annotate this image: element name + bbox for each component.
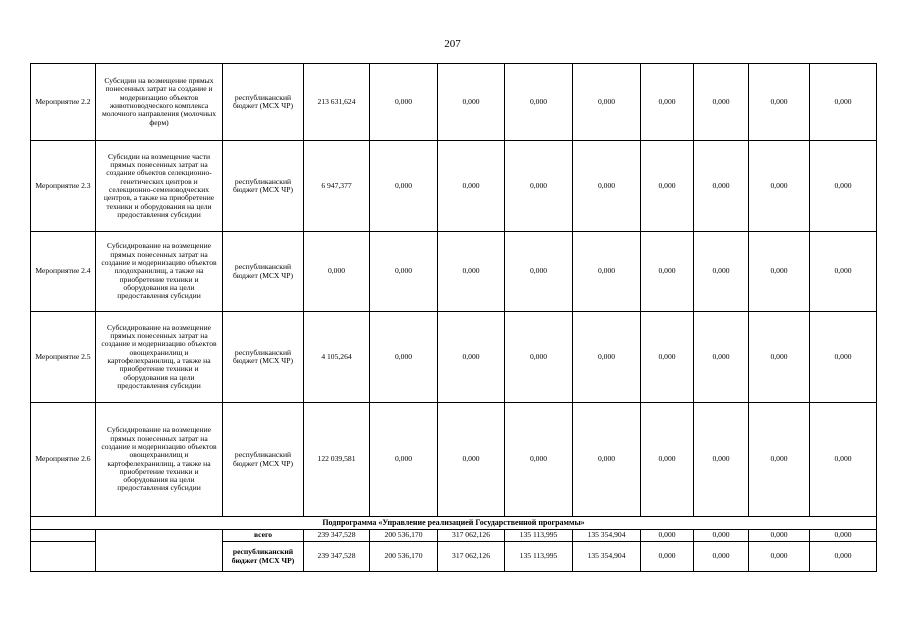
amount-cell: 6 947,377 <box>304 141 370 232</box>
amount-cell: 0,000 <box>694 312 749 403</box>
page-number: 207 <box>444 38 461 50</box>
amount-cell: 0,000 <box>810 141 877 232</box>
amount-cell: 0,000 <box>641 141 694 232</box>
amount-cell: 0,000 <box>370 232 438 312</box>
amount-cell: 0,000 <box>505 403 573 517</box>
amount-cell: 0,000 <box>505 232 573 312</box>
amount-cell: 0,000 <box>370 403 438 517</box>
amount-cell: 0,000 <box>505 141 573 232</box>
amount-cell: 0,000 <box>749 141 810 232</box>
funding-source: республиканский бюджет (МСХ ЧР) <box>223 141 304 232</box>
amount-cell: 0,000 <box>304 232 370 312</box>
amount-cell: 0,000 <box>370 64 438 141</box>
funding-source: республиканский бюджет (МСХ ЧР) <box>223 232 304 312</box>
total-label: всего <box>223 530 304 542</box>
totals-row <box>31 530 877 542</box>
amount-cell: 0,000 <box>370 312 438 403</box>
amount-cell: 200 536,170 <box>370 542 438 572</box>
amount-cell: 0,000 <box>505 64 573 141</box>
amount-cell: 0,000 <box>694 403 749 517</box>
amount-cell: 0,000 <box>641 232 694 312</box>
amount-cell: 0,000 <box>505 312 573 403</box>
amount-cell: 0,000 <box>694 530 749 542</box>
amount-cell: 0,000 <box>810 542 877 572</box>
amount-cell: 0,000 <box>749 542 810 572</box>
amount-cell: 0,000 <box>694 141 749 232</box>
funding-source: республиканский бюджет (МСХ ЧР) <box>223 312 304 403</box>
amount-cell: 0,000 <box>810 64 877 141</box>
funding-source: республиканский бюджет (МСХ ЧР) <box>223 64 304 141</box>
amount-cell: 0,000 <box>749 64 810 141</box>
amount-cell: 0,000 <box>749 232 810 312</box>
empty-cell <box>31 542 96 572</box>
table-row <box>31 232 877 312</box>
amount-cell: 0,000 <box>810 403 877 517</box>
table-row <box>31 141 877 232</box>
amount-cell: 317 062,126 <box>438 542 505 572</box>
amount-cell: 0,000 <box>438 403 505 517</box>
activity-name: Субсидии на возмещение части прямых понесенных затрат на создание объектов селекционно-генетических центров и селекционно-семеноводческих центров, а также на приобретение техники и оборудования на цели предоставления субсидии <box>96 141 223 232</box>
amount-cell: 0,000 <box>810 530 877 542</box>
amount-cell: 0,000 <box>370 141 438 232</box>
amount-cell: 0,000 <box>641 64 694 141</box>
activity-name: Субсидирование на возмещение прямых понесенных затрат на создание и модернизацию объектов плодохранилищ, а также на приобретение техники и оборудования на цели предоставления субсидии <box>96 232 223 312</box>
amount-cell: 0,000 <box>694 232 749 312</box>
amount-cell: 0,000 <box>641 530 694 542</box>
amount-cell: 0,000 <box>573 312 641 403</box>
amount-cell: 135 354,904 <box>573 530 641 542</box>
amount-cell: 0,000 <box>694 542 749 572</box>
amount-cell: 135 113,995 <box>505 542 573 572</box>
amount-cell: 0,000 <box>573 64 641 141</box>
activity-code: Мероприятие 2.3 <box>31 141 96 232</box>
amount-cell: 0,000 <box>749 530 810 542</box>
amount-cell: 317 062,126 <box>438 530 505 542</box>
amount-cell: 0,000 <box>573 403 641 517</box>
amount-cell: 0,000 <box>641 542 694 572</box>
activity-code: Мероприятие 2.4 <box>31 232 96 312</box>
amount-cell: 213 631,624 <box>304 64 370 141</box>
amount-cell: 0,000 <box>641 403 694 517</box>
table-row <box>31 403 877 517</box>
amount-cell: 200 536,170 <box>370 530 438 542</box>
amount-cell: 0,000 <box>438 64 505 141</box>
amount-cell: 0,000 <box>573 232 641 312</box>
activity-code: Мероприятие 2.5 <box>31 312 96 403</box>
table-row <box>31 312 877 403</box>
activity-name: Субсидии на возмещение прямых понесенных затрат на создание и модернизацию объектов животноводческого комплекса молочного направления (молочных ферм) <box>96 64 223 141</box>
amount-cell: 0,000 <box>641 312 694 403</box>
budget-table <box>30 63 877 572</box>
amount-cell: 0,000 <box>749 312 810 403</box>
amount-cell: 135 113,995 <box>505 530 573 542</box>
amount-cell: 0,000 <box>438 312 505 403</box>
activity-code: Мероприятие 2.2 <box>31 64 96 141</box>
funding-source: республиканский бюджет (МСХ ЧР) <box>223 403 304 517</box>
amount-cell: 0,000 <box>438 232 505 312</box>
amount-cell: 122 039,581 <box>304 403 370 517</box>
amount-cell: 0,000 <box>694 64 749 141</box>
activity-name: Субсидирование на возмещение прямых понесенных затрат на создание и модернизацию объектов овощехранилищ и картофелехранилищ, а также на приобретение техники и оборудования на цели предоставления субсидии <box>96 312 223 403</box>
amount-cell: 239 347,528 <box>304 530 370 542</box>
amount-cell: 0,000 <box>810 312 877 403</box>
activity-name: Субсидирование на возмещение прямых понесенных затрат на создание и модернизацию объектов овощехранилищ и картофелехранилищ, а также на приобретение техники и оборудования на цели предоставления субсидии <box>96 403 223 517</box>
amount-cell: 135 354,904 <box>573 542 641 572</box>
empty-cell <box>96 530 223 572</box>
amount-cell: 0,000 <box>573 141 641 232</box>
amount-cell: 0,000 <box>749 403 810 517</box>
amount-cell: 239 347,528 <box>304 542 370 572</box>
amount-cell: 0,000 <box>810 232 877 312</box>
subprogram-title: Подпрограмма «Управление реализацией Государственной программы» <box>31 517 877 530</box>
activity-code: Мероприятие 2.6 <box>31 403 96 517</box>
table-row <box>31 64 877 141</box>
amount-cell: 4 105,264 <box>304 312 370 403</box>
amount-cell: 0,000 <box>438 141 505 232</box>
total-label: республиканский бюджет (МСХ ЧР) <box>223 542 304 572</box>
empty-cell <box>31 530 96 542</box>
subprogram-header-row <box>31 517 877 530</box>
